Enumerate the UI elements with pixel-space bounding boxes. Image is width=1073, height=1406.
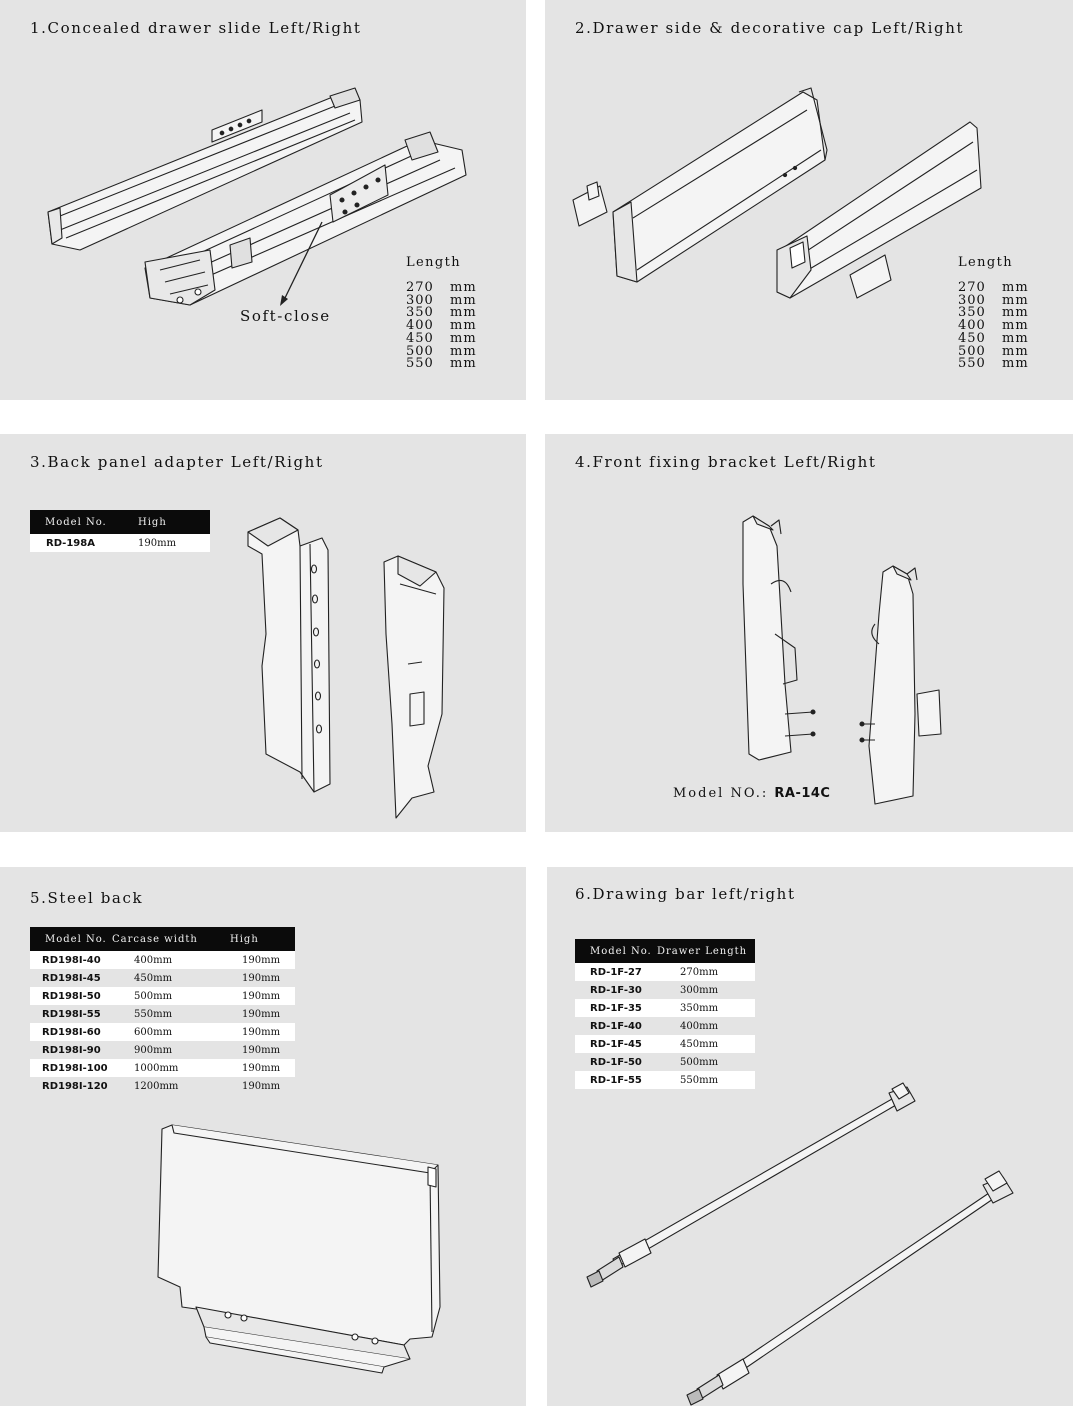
column-header: High: [138, 510, 210, 534]
table-row: RD198I-50 500mm 190mm: [30, 987, 295, 1005]
table-row: RD-1F-40 400mm: [575, 1017, 755, 1035]
panel-concealed-drawer-slide: [0, 0, 526, 400]
length-row: 450 mm: [406, 330, 477, 346]
table-row: RD-1F-35 350mm: [575, 999, 755, 1017]
table-row: RD-1F-45 450mm: [575, 1035, 755, 1053]
length-row: 500 mm: [406, 343, 477, 359]
table-row: RD198I-100 1000mm 190mm: [30, 1059, 295, 1077]
column-header: Model No.: [30, 927, 112, 951]
panel-back-panel-adapter: [0, 434, 526, 832]
length-row: 350 mm: [406, 305, 477, 321]
panel-drawer-side-cap: [545, 0, 1073, 400]
length-row: 400 mm: [406, 318, 477, 334]
length-row: 550 mm: [406, 356, 477, 372]
column-header: High: [230, 927, 295, 951]
length-row: 400 mm: [958, 318, 1029, 334]
panel-title: 4.Front fixing bracket Left/Right: [575, 453, 877, 471]
column-header: Model No.: [30, 510, 138, 534]
table-row: RD-198A 190mm: [30, 534, 210, 552]
panel-drawing-bar: [547, 867, 1073, 1406]
back-panel-adapter-illustration: [0, 434, 526, 832]
length-heading: Length: [406, 255, 462, 270]
length-heading: Length: [958, 255, 1014, 270]
table-row: RD198I-55 550mm 190mm: [30, 1005, 295, 1023]
length-row: 300 mm: [406, 292, 477, 308]
front-fixing-bracket-illustration: [545, 434, 1073, 832]
length-list: [958, 282, 1029, 371]
table-row: RD198I-40 400mm 190mm: [30, 951, 295, 969]
table-row: RD-1F-55 550mm: [575, 1071, 755, 1089]
table-row: RD198I-45 450mm 190mm: [30, 969, 295, 987]
length-row: 350 mm: [958, 305, 1029, 321]
table-row: RD198I-60 600mm 190mm: [30, 1023, 295, 1041]
table-row: RD-1F-50 500mm: [575, 1053, 755, 1071]
panel-steel-back: [0, 867, 526, 1406]
panel-title: 2.Drawer side & decorative cap Left/Right: [575, 19, 965, 37]
table-row: RD198I-120 1200mm 190mm: [30, 1077, 295, 1095]
length-row: 270 mm: [958, 280, 1029, 295]
steel-back-illustration: [0, 867, 526, 1406]
table-row: RD-1F-27 270mm: [575, 963, 755, 981]
drawing-bar-illustration: [547, 867, 1073, 1406]
length-row: 270 mm: [406, 280, 477, 295]
column-header: Drawer Length: [657, 939, 755, 963]
panel-front-fixing-bracket: [545, 434, 1073, 832]
table-row: RD-1F-30 300mm: [575, 981, 755, 999]
length-list: [406, 282, 477, 371]
panel-title: 5.Steel back: [30, 889, 144, 907]
length-row: 300 mm: [958, 292, 1029, 308]
panel-title: 3.Back panel adapter Left/Right: [30, 453, 324, 471]
length-row: 550 mm: [958, 356, 1029, 372]
soft-close-callout: Soft-close: [240, 307, 331, 325]
model-number: Model NO.: RA-14C: [673, 786, 831, 801]
length-row: 500 mm: [958, 343, 1029, 359]
panel-title: 1.Concealed drawer slide Left/Right: [30, 19, 362, 37]
table-row: RD198I-90 900mm 190mm: [30, 1041, 295, 1059]
column-header: Model No.: [575, 939, 657, 963]
length-row: 450 mm: [958, 330, 1029, 346]
column-header: Carcase width: [112, 927, 230, 951]
panel-title: 6.Drawing bar left/right: [575, 885, 796, 903]
